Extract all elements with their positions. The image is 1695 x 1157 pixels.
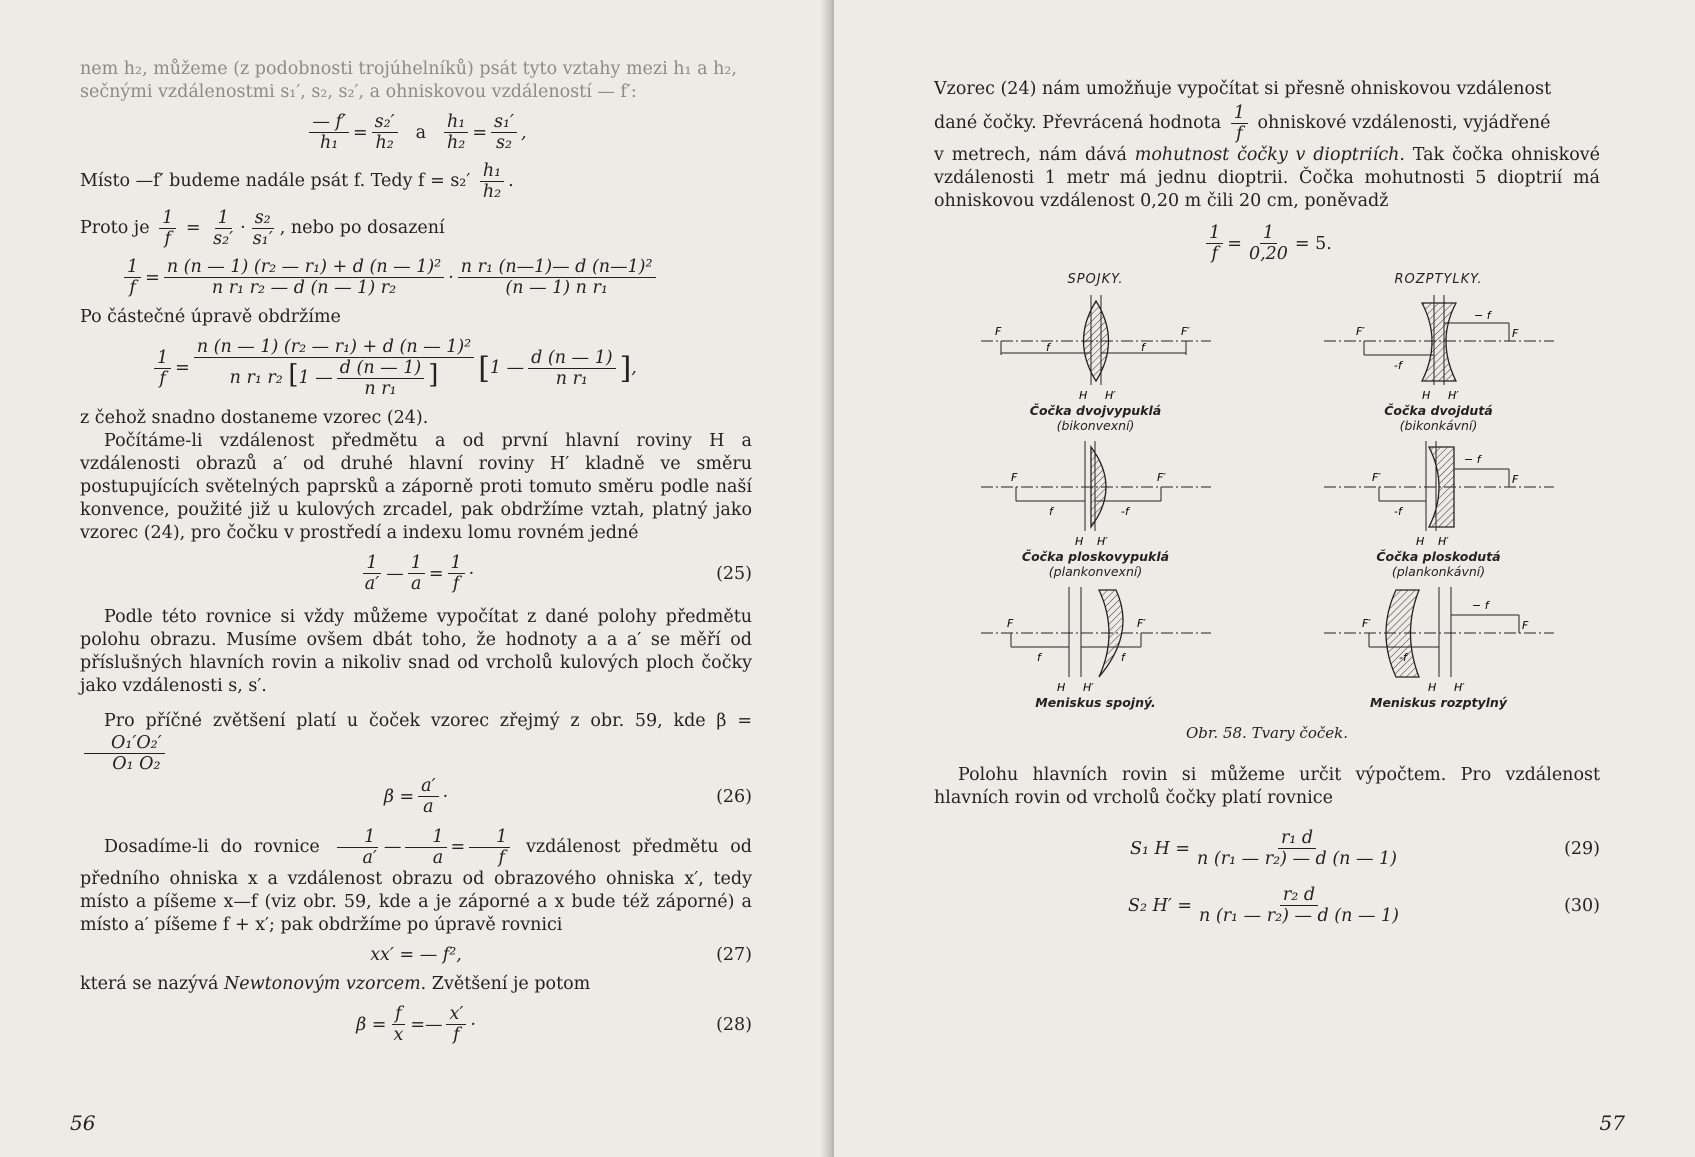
paragraph: Dosadíme-li do rovnice $\frac{1}{a'}$ — $\frac{1}{a}$ = $\frac{1}{f}$ vzdálenost předmětu od předního ohniska x a vzdálenost obrazu od obrazového ohniska x′, tedy místo a píšeme x—f (viz obr. 59, kde a je záporné a x bude též záporné) a místo a′ píšeme f + x′; pak obdržíme po úpravě rovnici [80,827,752,935]
paragraph: v metrech, nám dává mohutnost čočky v dioptriích. Tak čočka ohniskové vzdálenosti 1 metr má jednu dioptrii. Čočka mohutnosti 5 dioptrií má ohniskovou vzdálenost 0,20 m čili 20 cm, poněvadž [934,145,1600,211]
svg-text:-f: -f [1393,505,1402,518]
diverging-meniscus-diagram [1314,585,1564,695]
fraction: $\frac{\text{h₁}}{\text{h₂}}$ [444,112,468,153]
equation-29: S₁ H = $\frac{\text{r₁ d}}{\text{n (r₁ — r₂) — d (n — 1)}}$ (29) [1129,828,1600,869]
lens-caption: Čočka ploskovypuklá (plankonvexní) [1021,549,1170,579]
text-line: dané čočky. Převrácená hodnota $\frac{1}{f}$ ohniskové vzdálenosti, vyjádřené [934,103,1551,144]
planoconvex-lens-diagram [971,439,1221,549]
equation-30: S₂ H′ = $\frac{\text{r₂ d}}{\text{n (r₁ — r₂) — d (n — 1)}}$ (30) [1128,885,1600,926]
svg-text:H′: H′ [1104,389,1116,402]
text-line: Po částečné úpravě obdržíme [80,307,341,327]
svg-text:F: F [1010,471,1017,484]
svg-text:f: f [1045,341,1050,354]
equation-ratios: $\frac{— f'}{\text{h₁}}$ = $\frac{\text{s₂′}}{\text{h₂}}$ a $\frac{\text{h₁}}{\text{h₂}}$ = $\frac{\text{s₁′}}{\text{s₂}}$ , [80,112,752,153]
svg-text:F: F [1006,617,1013,630]
text-line: Místo —f′ budeme nadále psát f. Tedy f = s₂′ $\frac{\text{h₁}}{\text{h₂}}$ . [80,161,514,202]
svg-text:H′: H′ [1082,681,1094,694]
svg-text:H′: H′ [1447,389,1459,402]
paragraph: Počítáme-li vzdálenost předmětu a od první hlavní roviny H a vzdálenosti obrazů a′ od druhé hlavní roviny H′ kladně ve směru postupujících světelných paprsků a záporně proti tomuto směru podle naší konvence, použité již u kulových zrcadel, pak obdržíme vztah, platný jako vzorec (24), pro čočku v prostředí a indexu lomu rovném jedné [80,431,752,543]
svg-text:F′: F′ [1180,325,1190,338]
svg-text:F′: F′ [1371,471,1381,484]
fraction: $\frac{\text{s₁′}}{\text{s₂}}$ [491,112,517,153]
lens-caption: Čočka dvojdutá (bikonkávní) [1384,403,1493,433]
paragraph: Podle této rovnice si vždy můžeme vypočítat z dané polohy předmětu polohu obrazu. Musíme ovšem dbát toho, že hodnoty a a a′ se měří od příslušných hlavních rovin a nikoliv snad od vrcholů kulových ploch čočky jako vzdálenosti s, s′. [80,607,752,696]
equation-number: (27) [716,945,752,965]
left-page [0,0,832,1157]
svg-text:f: f [1048,505,1053,518]
figure-caption: Obr. 58. Tvary čoček. [1186,724,1348,742]
equation-number: (29) [1564,838,1600,859]
text-line: sečnými vzdálenostmi s₁′, s₂, s₂′, a ohniskovou vzdáleností — f′: [80,82,637,102]
svg-text:F: F [994,325,1001,338]
biconcave-lens-diagram [1314,293,1564,403]
svg-text:H: H [1427,681,1436,694]
svg-text:− f: − f [1473,309,1491,322]
right-page [832,0,1695,1157]
equation-number: (26) [716,786,752,807]
svg-text:F: F [1521,619,1528,632]
equation-number: (28) [716,1014,752,1035]
column-heading: SPOJKY. [1067,272,1124,287]
lens-caption: Meniskus spojný. [1035,695,1156,710]
svg-text:H: H [1415,535,1424,548]
svg-text:− f: − f [1463,453,1481,466]
svg-text:-f: -f [1398,651,1407,664]
equation-26: β = $\frac{a'}{a}$ · (26) [383,776,752,817]
text-line: z čehož snadno dostaneme vzorec (24). [80,408,429,428]
equation-27: xx′ = — f², (27) [370,945,752,965]
svg-text:H: H [1074,535,1083,548]
lens-planoconvex [934,439,1257,579]
lens-meniscus-converging [934,585,1257,710]
page-number: 56 [70,1111,96,1135]
lens-caption: Meniskus rozptylný [1370,695,1507,710]
svg-text:− f: − f [1471,599,1489,612]
lens-figure [934,272,1600,710]
svg-text:F′: F′ [1136,617,1146,630]
equation-25: $\frac{1}{a'}$ — $\frac{1}{a}$ = $\frac{1}{f}$ · (25) [364,553,752,594]
fraction: $\frac{— f'}{\text{h₁}}$ [309,112,349,153]
svg-text:f: f [1140,341,1145,354]
biconvex-lens-diagram [971,293,1221,403]
page-number: 57 [1599,1111,1625,1135]
lens-biconvex [934,293,1257,433]
svg-text:F: F [1511,327,1518,340]
equation-long: $\frac{1}{f}$ = $\frac{\text{n (n — 1) (r₂ — r₁) + d (n — 1)²}}{\text{n r₁ r₂ — d (n — 1) r₂}}$ · $\frac{\text{n r₁ (n—1)— d (n—1)²}}{\text{(n — 1) n r₁}}$ [120,257,752,298]
svg-text:F: F [1511,473,1518,486]
lens-planoconcave [1277,439,1600,579]
svg-text:-f: -f [1120,505,1129,518]
svg-text:H′: H′ [1453,681,1465,694]
fraction: $\frac{\text{s₂′}}{\text{h₂}}$ [372,112,398,153]
converging-meniscus-diagram [971,585,1221,695]
equation-number: (30) [1564,895,1600,916]
column-heading: ROZPTYLKY. [1394,272,1483,287]
lens-caption: Čočka ploskodutá (plankonkávní) [1376,549,1501,579]
equation-28: β = $\frac{f}{x}$ = — $\frac{x'}{f}$ · (28) [356,1004,752,1045]
text-line: Proto je $\frac{1}{f}$ = $\frac{1}{\text{s₂′}}$ · $\frac{\text{s₂}}{\text{s₁′}}$ , nebo po dosazení [80,208,445,249]
svg-text:F′: F′ [1361,617,1371,630]
svg-text:H: H [1078,389,1087,402]
planoconcave-lens-diagram [1314,439,1564,549]
svg-text:H: H [1421,389,1430,402]
svg-text:-f: -f [1393,359,1402,372]
svg-text:H′: H′ [1096,535,1108,548]
equation-number: (25) [716,563,752,584]
lens-meniscus-diverging [1277,585,1600,710]
svg-text:F′: F′ [1156,471,1166,484]
svg-text:F′: F′ [1355,325,1365,338]
svg-text:f: f [1120,651,1125,664]
paragraph: Pro příčné zvětšení platí u čoček vzorec zřejmý z obr. 59, kde β = $\frac{\text{O₁′O₂′}}{\text{O₁ O₂}}$ [80,710,752,774]
equation-diopter: $\frac{1}{f}$ = $\frac{1}{0,20}$ = 5. [934,223,1600,264]
lens-biconcave [1277,293,1600,433]
lens-caption: Čočka dvojvypuklá (bikonvexní) [1029,403,1162,433]
text-line: Vzorec (24) nám umožňuje vypočítat si přesně ohniskovou vzdálenost [934,79,1552,99]
text-line: která se nazývá Newtonovým vzorcem. Zvětšení je potom [80,974,591,994]
paragraph: Polohu hlavních rovin si můžeme určit výpočtem. Pro vzdálenost hlavních rovin od vrcholů čočky platí rovnice [934,765,1600,808]
equation-bracket: $\frac{1}{f}$ = n (n — 1) (r₂ — r₁) + d (n — 1)² n r₁ r₂ [1 — $\frac{d (n — 1)}{\text{n r₁}}$ ] [ 1 — $\frac{d (n — 1)}{\text{n r₁}}$ ] , [150,337,752,399]
text-line: nem h₂, můžeme (z podobnosti trojúhelníků) psát tyto vztahy mezi h₁ a h₂, [80,59,737,79]
svg-text:H: H [1056,681,1065,694]
svg-text:f: f [1036,651,1041,664]
svg-text:H′: H′ [1437,535,1449,548]
